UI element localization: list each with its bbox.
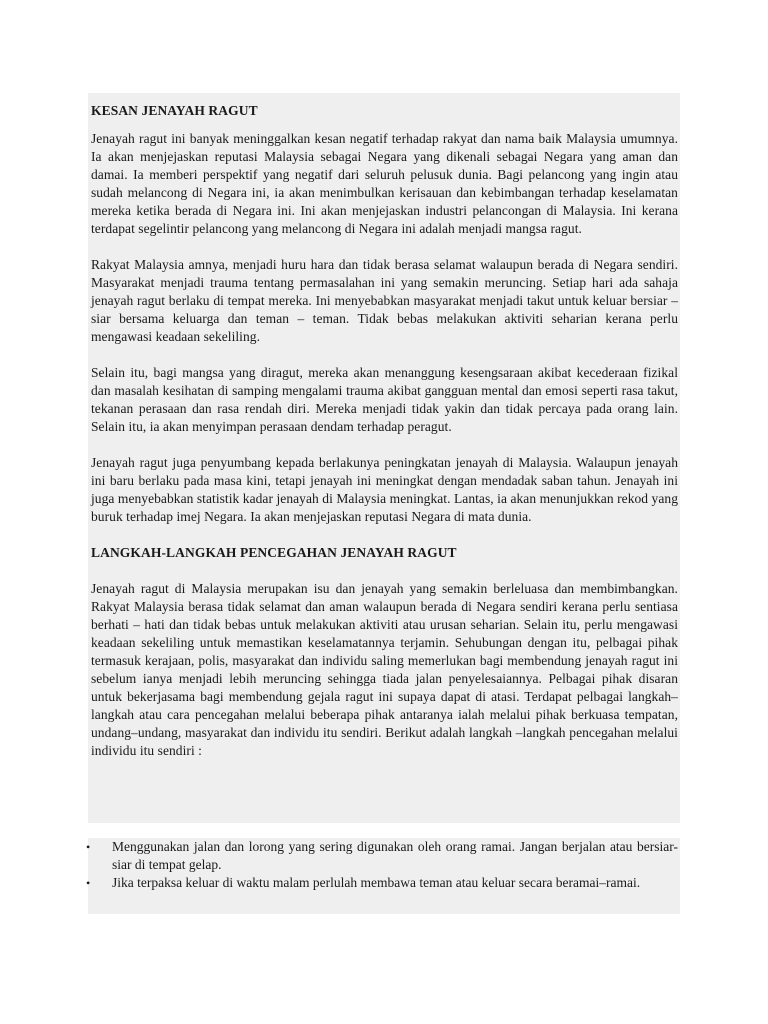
section-heading-kesan: KESAN JENAYAH RAGUT bbox=[91, 103, 258, 118]
paragraph-kesan-3: Selain itu, bagi mangsa yang diragut, mereka akan menanggung kesengsaraan akibat kecederaan fizikal dan masalah kesihatan di samping mengalami trauma akibat gangguan mental dan emosi seperti rasa takut, tekanan perasaan dan rasa rendah diri. Mereka menjadi tidak yakin dan tidak percaya pada orang lain. Selain itu, ia akan menyimpan perasaan dendam terhadap peragut. bbox=[91, 365, 678, 434]
list-item bbox=[88, 874, 680, 892]
section-heading-langkah: LANGKAH-LANGKAH PENCEGAHAN JENAYAH RAGUT bbox=[91, 545, 457, 560]
list-item-text: Jika terpaksa keluar di waktu malam perlulah membawa teman atau keluar secara beramai–ramai. bbox=[112, 875, 641, 890]
bullet-list-block bbox=[88, 838, 680, 914]
paragraph-kesan-4: Jenayah ragut juga penyumbang kepada berlakunya peningkatan jenayah di Malaysia. Walaupun jenayah ini baru berlaku pada masa kini, tetapi jenayah ini meningkat dengan mendadak saban tahun. Jenayah ini juga menyebabkan statistik kadar jenayah di Malaysia meningkat. Lantas, ia akan menunjukkan rekod yang buruk terhadap imej Negara. Ia akan menjejaskan reputasi Negara di mata dunia. bbox=[91, 455, 678, 524]
bullet-icon: • bbox=[86, 876, 91, 890]
list-item-text: Menggunakan jalan dan lorong yang sering digunakan oleh orang ramai. Jangan berjalan atau bersiar-siar di tempat gelap. bbox=[112, 839, 678, 872]
paragraph-langkah: Jenayah ragut di Malaysia merupakan isu dan jenayah yang semakin berleluasa dan membimbangkan. Rakyat Malaysia berasa tidak selamat dan aman walaupun berada di Negara sendiri kerana perlu sentiasa berhati – hati dan tidak bebas untuk melakukan aktiviti atau urusan seharian. Selain itu, perlu mengawasi keadaan sekeliling untuk memastikan keselamatannya terjamin. Sehubungan dengan itu, pelbagai pihak termasuk kerajaan, polis, masyarakat dan individu saling memerlukan bagi membendung jenayah ragut ini sebelum ianya menjadi lebih meruncing sehingga tiada jalan penyelesaiannya. Pelbagai pihak disaran untuk bekerjasama bagi membendung gejala ragut ini supaya dapat di atasi. Terdapat pelbagai langkah–langkah atau cara pencegahan melalui beberapa pihak antaranya ialah melalui pihak berkuasa tempatan, undang–undang, masyarakat dan individu itu sendiri. Berikut adalah langkah –langkah pencegahan melalui individu itu sendiri : bbox=[91, 581, 678, 758]
paragraph-kesan-1: Jenayah ragut ini banyak meninggalkan kesan negatif terhadap rakyat dan nama baik Malaysia umumnya. Ia akan menjejaskan reputasi Malaysia sebagai Negara yang dikenali sebagai Negara yang aman dan damai. Ia memberi perspektif yang negatif dari seluruh pelusuk dunia. Bagi pelancong yang ingin atau sudah melancong di Negara ini, ia akan menimbulkan kerisauan dan kebimbangan terhadap keselamatan mereka ketika berada di Negara ini. Ini akan menjejaskan industri pelancongan di Malaysia. Ini kerana terdapat segelintir pelancong yang melancong di Negara ini adalah menjadi mangsa ragut. bbox=[91, 131, 678, 236]
main-text-block bbox=[88, 93, 680, 823]
list-item bbox=[88, 838, 680, 874]
bullet-icon: • bbox=[86, 840, 91, 854]
prevention-list bbox=[88, 838, 680, 892]
paragraph-kesan-2: Rakyat Malaysia amnya, menjadi huru hara dan tidak berasa selamat walaupun berada di Negara sendiri. Masyarakat menjadi trauma tentang permasalahan ini yang semakin meruncing. Setiap hari ada sahaja jenayah ragut berlaku di tempat mereka. Ini menyebabkan masyarakat menjadi takut untuk keluar bersiar – siar bersama keluarga dan teman – teman. Tidak bebas melakukan aktiviti seharian kerana perlu mengawasi keadaan sekeliling. bbox=[91, 257, 678, 344]
